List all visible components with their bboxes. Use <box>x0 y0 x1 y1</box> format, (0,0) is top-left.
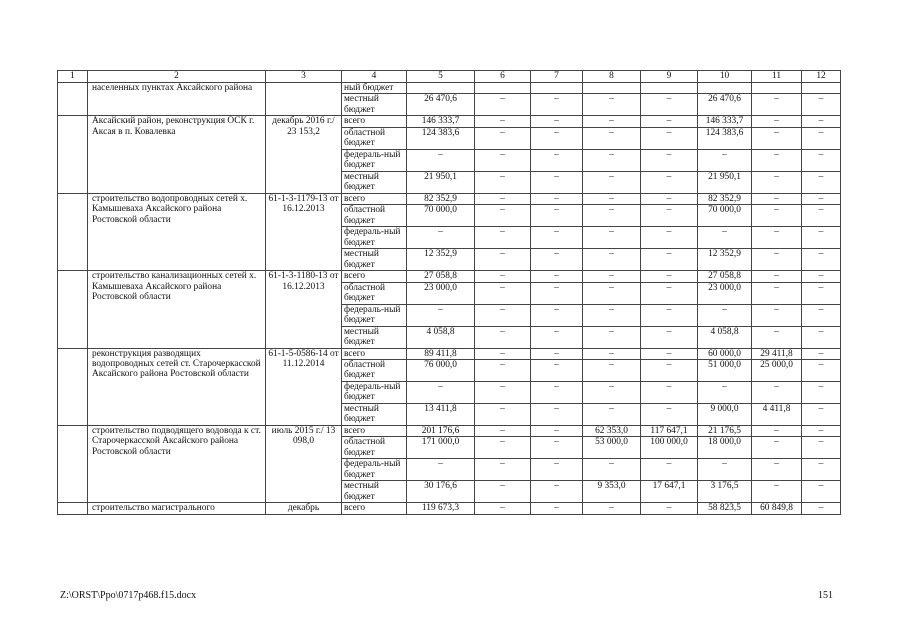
amount-cell: 13 411,8 <box>407 404 475 426</box>
amount-cell: – <box>407 459 475 481</box>
amount-cell: – <box>531 304 583 326</box>
amount-cell: 82 352,9 <box>407 193 475 204</box>
funding-source-cell: местный бюджет <box>342 94 407 116</box>
amount-cell: – <box>698 149 752 171</box>
column-number: 3 <box>266 71 342 83</box>
amount-cell: – <box>475 149 531 171</box>
amount-cell: – <box>641 227 698 249</box>
amount-cell: – <box>531 404 583 426</box>
amount-cell: 9 353,0 <box>583 481 641 503</box>
amount-cell: – <box>641 127 698 149</box>
amount-cell: – <box>583 282 641 304</box>
table-body <box>58 83 841 515</box>
amount-cell: – <box>752 149 802 171</box>
amount-cell: – <box>802 382 841 404</box>
amount-cell: – <box>698 304 752 326</box>
amount-cell: – <box>531 382 583 404</box>
amount-cell: 21 176,5 <box>698 426 752 437</box>
amount-cell: – <box>752 481 802 503</box>
amount-cell: – <box>641 503 698 514</box>
amount-cell: – <box>752 116 802 127</box>
amount-cell: – <box>583 193 641 204</box>
table-row <box>58 193 841 204</box>
amount-cell: – <box>475 193 531 204</box>
amount-cell: – <box>583 360 641 382</box>
funding-source-cell: федераль-ный бюджет <box>342 459 407 481</box>
amount-cell: – <box>752 437 802 459</box>
amount-cell: – <box>802 227 841 249</box>
amount-cell <box>698 83 752 94</box>
amount-cell: – <box>407 382 475 404</box>
amount-cell: – <box>641 193 698 204</box>
amount-cell: – <box>531 282 583 304</box>
amount-cell: – <box>802 94 841 116</box>
amount-cell: – <box>583 171 641 193</box>
amount-cell: – <box>583 503 641 514</box>
column-number: 10 <box>698 71 752 83</box>
amount-cell: – <box>475 282 531 304</box>
amount-cell: 146 333,7 <box>407 116 475 127</box>
amount-cell: – <box>531 205 583 227</box>
funding-source-cell: областной бюджет <box>342 360 407 382</box>
amount-cell: 26 470,6 <box>407 94 475 116</box>
amount-cell: – <box>475 205 531 227</box>
page-number: 151 <box>818 590 833 601</box>
amount-cell: – <box>475 404 531 426</box>
amount-cell: – <box>641 304 698 326</box>
amount-cell: – <box>641 404 698 426</box>
amount-cell: 70 000,0 <box>698 205 752 227</box>
amount-cell: 70 000,0 <box>407 205 475 227</box>
funding-source-cell: областной бюджет <box>342 127 407 149</box>
amount-cell: 23 000,0 <box>407 282 475 304</box>
table-row <box>58 83 841 94</box>
amount-cell: 53 000,0 <box>583 437 641 459</box>
amount-cell: – <box>475 271 531 282</box>
column-number: 4 <box>342 71 407 83</box>
amount-cell: 100 000,0 <box>641 437 698 459</box>
amount-cell: – <box>583 459 641 481</box>
amount-cell: – <box>802 404 841 426</box>
funding-source-cell: местный бюджет <box>342 249 407 271</box>
amount-cell <box>583 83 641 94</box>
amount-cell: – <box>802 249 841 271</box>
amount-cell: – <box>752 205 802 227</box>
amount-cell: – <box>531 459 583 481</box>
amount-cell <box>752 83 802 94</box>
amount-cell: – <box>475 227 531 249</box>
reference-cell: 61-1-3-1180-13 от 16.12.2013 <box>266 271 342 348</box>
footer-file-path: Z:\ORST\Ppo\0717p468.f15.docx <box>60 590 197 601</box>
amount-cell: – <box>802 205 841 227</box>
amount-cell: – <box>802 271 841 282</box>
reference-cell: июль 2015 г./ 13 098,0 <box>266 426 342 503</box>
amount-cell: – <box>475 382 531 404</box>
amount-cell: – <box>698 227 752 249</box>
amount-cell: – <box>475 171 531 193</box>
column-number: 11 <box>752 71 802 83</box>
amount-cell: – <box>802 127 841 149</box>
amount-cell: 23 000,0 <box>698 282 752 304</box>
amount-cell: 124 383,6 <box>698 127 752 149</box>
table-row <box>58 426 841 437</box>
amount-cell: – <box>752 459 802 481</box>
amount-cell: – <box>531 503 583 514</box>
amount-cell: – <box>475 360 531 382</box>
amount-cell: – <box>531 360 583 382</box>
reference-cell <box>266 83 342 116</box>
funding-source-cell: федераль-ный бюджет <box>342 382 407 404</box>
amount-cell: – <box>641 249 698 271</box>
funding-source-cell: всего <box>342 348 407 359</box>
amount-cell: – <box>641 271 698 282</box>
amount-cell: – <box>641 459 698 481</box>
amount-cell: 4 411,8 <box>752 404 802 426</box>
amount-cell: 89 411,8 <box>407 348 475 359</box>
amount-cell: – <box>802 193 841 204</box>
funding-source-cell: местный бюджет <box>342 481 407 503</box>
amount-cell: – <box>802 459 841 481</box>
amount-cell: 171 000,0 <box>407 437 475 459</box>
amount-cell <box>531 83 583 94</box>
funding-source-cell: федераль-ный бюджет <box>342 149 407 171</box>
column-number: 12 <box>802 71 841 83</box>
amount-cell: – <box>407 227 475 249</box>
amount-cell: – <box>531 116 583 127</box>
amount-cell: – <box>583 348 641 359</box>
amount-cell: – <box>531 227 583 249</box>
amount-cell: 4 058,8 <box>407 326 475 348</box>
column-number: 7 <box>531 71 583 83</box>
funding-source-cell: всего <box>342 193 407 204</box>
amount-cell: 60 000,0 <box>698 348 752 359</box>
object-name-cell: реконструкция разводящих водопроводных сетей ст. Старочеркасской Аксайского района Ростовской области <box>88 348 266 425</box>
object-name-cell: строительство магистрального <box>88 503 266 514</box>
amount-cell <box>475 83 531 94</box>
amount-cell: – <box>641 149 698 171</box>
amount-cell: – <box>531 326 583 348</box>
amount-cell <box>641 83 698 94</box>
amount-cell: – <box>531 171 583 193</box>
amount-cell: – <box>641 348 698 359</box>
column-number: 5 <box>407 71 475 83</box>
row-index-cell <box>58 83 88 116</box>
amount-cell: – <box>752 171 802 193</box>
reference-cell: 61-1-5-0586-14 от 11.12.2014 <box>266 348 342 425</box>
amount-cell: – <box>802 149 841 171</box>
amount-cell: – <box>531 348 583 359</box>
amount-cell: 4 058,8 <box>698 326 752 348</box>
table-row <box>58 503 841 514</box>
amount-cell: – <box>802 360 841 382</box>
funding-source-cell: всего <box>342 503 407 514</box>
object-name-cell: Аксайский район, реконструкция ОСК г. Аксая в п. Ковалевка <box>88 116 266 193</box>
amount-cell: – <box>583 249 641 271</box>
amount-cell: – <box>752 282 802 304</box>
row-index-cell <box>58 348 88 425</box>
amount-cell: 30 176,6 <box>407 481 475 503</box>
table-row <box>58 116 841 127</box>
column-number: 2 <box>88 71 266 83</box>
funding-source-cell: всего <box>342 426 407 437</box>
amount-cell: – <box>802 348 841 359</box>
funding-source-cell: областной бюджет <box>342 437 407 459</box>
table-row <box>58 348 841 359</box>
amount-cell: – <box>531 94 583 116</box>
amount-cell <box>407 83 475 94</box>
amount-cell: – <box>583 94 641 116</box>
reference-cell: 61-1-3-1179-13 от 16.12.2013 <box>266 193 342 270</box>
amount-cell: – <box>531 426 583 437</box>
amount-cell: – <box>752 426 802 437</box>
amount-cell: – <box>531 271 583 282</box>
amount-cell: 124 383,6 <box>407 127 475 149</box>
amount-cell: 146 333,7 <box>698 116 752 127</box>
amount-cell: – <box>641 116 698 127</box>
amount-cell: – <box>752 304 802 326</box>
funding-source-cell: всего <box>342 116 407 127</box>
amount-cell: – <box>641 360 698 382</box>
amount-cell: 18 000,0 <box>698 437 752 459</box>
funding-source-cell: областной бюджет <box>342 205 407 227</box>
amount-cell: – <box>531 437 583 459</box>
amount-cell: – <box>641 171 698 193</box>
row-index-cell <box>58 503 88 514</box>
amount-cell: – <box>475 249 531 271</box>
row-index-cell <box>58 116 88 193</box>
amount-cell: – <box>752 382 802 404</box>
amount-cell: – <box>475 94 531 116</box>
amount-cell: 29 411,8 <box>752 348 802 359</box>
amount-cell: – <box>407 304 475 326</box>
amount-cell: – <box>475 437 531 459</box>
amount-cell: – <box>531 193 583 204</box>
row-index-cell <box>58 271 88 348</box>
amount-cell: – <box>531 127 583 149</box>
amount-cell: – <box>752 326 802 348</box>
table-header-row <box>58 71 841 83</box>
amount-cell: – <box>641 326 698 348</box>
amount-cell: – <box>531 149 583 171</box>
amount-cell: – <box>752 227 802 249</box>
amount-cell: – <box>475 426 531 437</box>
amount-cell: – <box>752 94 802 116</box>
amount-cell: 117 647,1 <box>641 426 698 437</box>
amount-cell: – <box>752 127 802 149</box>
amount-cell: 17 647,1 <box>641 481 698 503</box>
amount-cell: – <box>583 205 641 227</box>
funding-source-cell: местный бюджет <box>342 404 407 426</box>
amount-cell: – <box>698 382 752 404</box>
amount-cell: – <box>531 481 583 503</box>
amount-cell: – <box>641 94 698 116</box>
amount-cell: – <box>802 437 841 459</box>
amount-cell: 119 673,3 <box>407 503 475 514</box>
funding-source-cell: ный бюджет <box>342 83 407 94</box>
amount-cell: – <box>802 326 841 348</box>
budget-table <box>57 70 841 515</box>
amount-cell: – <box>475 326 531 348</box>
amount-cell: 27 058,8 <box>698 271 752 282</box>
amount-cell: – <box>802 503 841 514</box>
object-name-cell: строительство водопроводных сетей х. Камышеваха Аксайского района Ростовской области <box>88 193 266 270</box>
amount-cell <box>802 83 841 94</box>
reference-cell: декабрь <box>266 503 342 514</box>
amount-cell: – <box>698 459 752 481</box>
amount-cell: – <box>752 249 802 271</box>
amount-cell: – <box>475 481 531 503</box>
amount-cell: 9 000,0 <box>698 404 752 426</box>
amount-cell: – <box>583 116 641 127</box>
amount-cell: 12 352,9 <box>407 249 475 271</box>
object-name-cell: строительство канализационных сетей х. Камышеваха Аксайского района Ростовской области <box>88 271 266 348</box>
amount-cell: – <box>802 282 841 304</box>
amount-cell: 51 000,0 <box>698 360 752 382</box>
table-row <box>58 271 841 282</box>
amount-cell: – <box>475 127 531 149</box>
amount-cell: – <box>802 171 841 193</box>
amount-cell: – <box>583 127 641 149</box>
amount-cell: – <box>752 193 802 204</box>
amount-cell: 60 849,8 <box>752 503 802 514</box>
reference-cell: декабрь 2016 г./ 23 153,2 <box>266 116 342 193</box>
amount-cell: – <box>475 116 531 127</box>
amount-cell: 58 823,5 <box>698 503 752 514</box>
amount-cell: 201 176,6 <box>407 426 475 437</box>
column-number: 9 <box>641 71 698 83</box>
amount-cell: – <box>583 382 641 404</box>
amount-cell: 21 950,1 <box>698 171 752 193</box>
amount-cell: 12 352,9 <box>698 249 752 271</box>
amount-cell: 21 950,1 <box>407 171 475 193</box>
amount-cell: 27 058,8 <box>407 271 475 282</box>
amount-cell: – <box>641 282 698 304</box>
amount-cell: 76 000,0 <box>407 360 475 382</box>
column-number: 1 <box>58 71 88 83</box>
amount-cell: 26 470,6 <box>698 94 752 116</box>
column-number: 8 <box>583 71 641 83</box>
amount-cell: – <box>475 503 531 514</box>
amount-cell: – <box>475 304 531 326</box>
amount-cell: – <box>802 481 841 503</box>
object-name-cell: строительство подводящего водовода к ст. Старочеркасской Аксайского района Ростовской области <box>88 426 266 503</box>
amount-cell: – <box>475 348 531 359</box>
amount-cell: – <box>583 326 641 348</box>
amount-cell: 62 353,0 <box>583 426 641 437</box>
funding-source-cell: федераль-ный бюджет <box>342 304 407 326</box>
amount-cell: – <box>641 205 698 227</box>
row-index-cell <box>58 426 88 503</box>
amount-cell: 3 176,5 <box>698 481 752 503</box>
funding-source-cell: всего <box>342 271 407 282</box>
amount-cell: – <box>583 304 641 326</box>
amount-cell: – <box>583 227 641 249</box>
column-number: 6 <box>475 71 531 83</box>
funding-source-cell: областной бюджет <box>342 282 407 304</box>
amount-cell: 25 000,0 <box>752 360 802 382</box>
funding-source-cell: федераль-ный бюджет <box>342 227 407 249</box>
amount-cell: – <box>475 459 531 481</box>
amount-cell: – <box>641 382 698 404</box>
amount-cell: – <box>407 149 475 171</box>
amount-cell: – <box>802 304 841 326</box>
amount-cell: – <box>583 149 641 171</box>
amount-cell: – <box>752 271 802 282</box>
object-name-cell: населенных пунктах Аксайского района <box>88 83 266 116</box>
amount-cell: – <box>583 271 641 282</box>
amount-cell: 82 352,9 <box>698 193 752 204</box>
amount-cell: – <box>802 426 841 437</box>
amount-cell: – <box>531 249 583 271</box>
amount-cell: – <box>583 404 641 426</box>
funding-source-cell: местный бюджет <box>342 326 407 348</box>
row-index-cell <box>58 193 88 270</box>
funding-source-cell: местный бюджет <box>342 171 407 193</box>
amount-cell: – <box>802 116 841 127</box>
